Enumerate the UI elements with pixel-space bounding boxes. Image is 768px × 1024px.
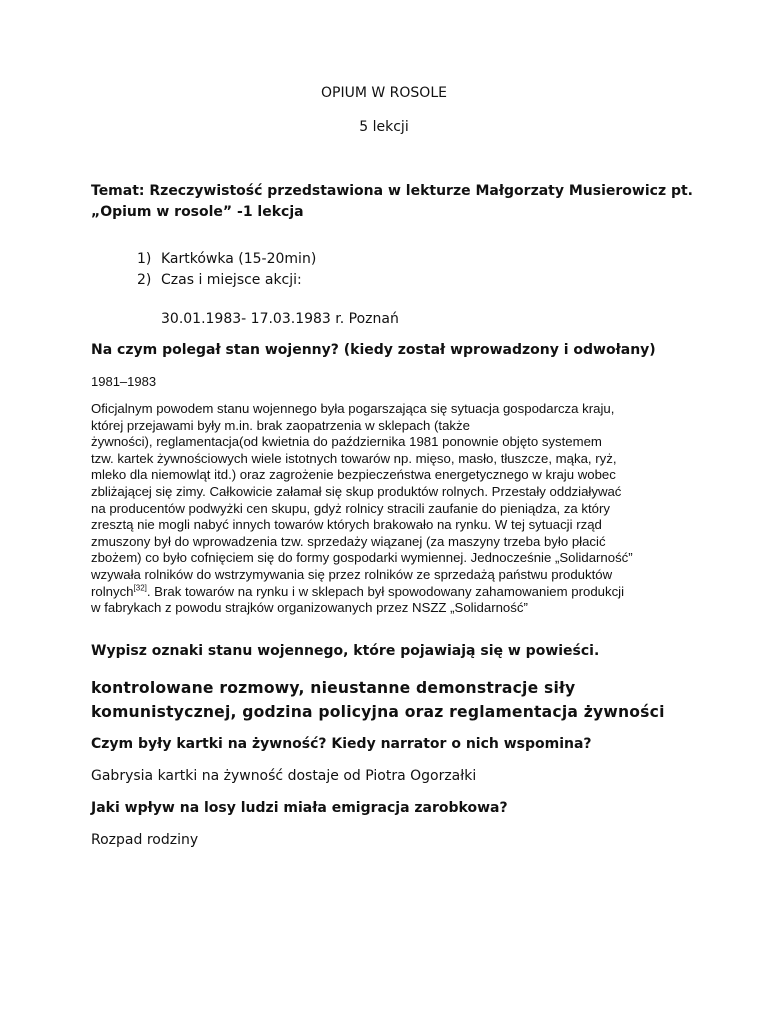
paragraph-text: . Brak towarów na rynku i w sklepach był spowodowany zahamowaniem produkcji: [146, 583, 625, 599]
paragraph-line: na producentów podwyżki cen skupu, gdyż rolnicy stracili zaufanie do pieniądza, za który: [91, 500, 610, 516]
footnote-reference: [32]: [133, 583, 147, 593]
question-martial-law: Na czym polegał stan wojenny? (kiedy został wprowadzony i odwołany): [91, 342, 656, 358]
question-signs: Wypisz oznaki stanu wojennego, które pojawiają się w powieści.: [91, 643, 600, 659]
paragraph-line: żywności), reglamentacja(od kwietnia do października 1981 ponownie objęto systemem: [91, 434, 602, 450]
paragraph-line: mleko dla niemowląt itd.) oraz zagrożenie bezpieczeństwa energetycznego w kraju wobec: [91, 467, 616, 483]
answer-emigration: Rozpad rodziny: [91, 832, 199, 848]
list-item: [137, 249, 316, 270]
document-title: OPIUM W ROSOLE: [321, 85, 447, 101]
answer-food-cards: Gabrysia kartki na żywność dostaje od Piotra Ogorzałki: [91, 768, 477, 784]
paragraph-line: zbliżającej się zimy. Całkowicie załamał się skup produktów rolnych. Przestały oddziaływać: [91, 483, 622, 499]
list-number: 2): [137, 272, 152, 288]
paragraph-line: w fabrykach z powodu strajków organizowanych przez NSZZ „Solidarność”: [91, 600, 528, 616]
topic-line-2: „Opium w rosole” -1 lekcja: [91, 204, 304, 220]
paragraph-line: zresztą nie mogli nabyć innych towarów których brakowało na rynku. W tej sytuacji rząd: [91, 517, 602, 533]
paragraph-line: której przejawami były m.in. brak zaopatrzenia w sklepach (także: [91, 417, 470, 433]
list-number: 1): [137, 251, 152, 267]
action-dates: 30.01.1983- 17.03.1983 r. Poznań: [161, 311, 399, 327]
answer-signs: [91, 676, 731, 724]
answer-line-1: kontrolowane rozmowy, nieustanne demonstracje siły: [91, 679, 576, 697]
lesson-count: 5 lekcji: [359, 119, 409, 135]
list-text: Czas i miejsce akcji:: [161, 272, 302, 288]
topic-line-1: Temat: Rzeczywistość przedstawiona w lekturze Małgorzaty Musierowicz pt.: [91, 183, 693, 199]
numbered-list: [137, 249, 316, 291]
martial-law-paragraph: [91, 401, 691, 617]
paragraph-text: rolnych: [91, 583, 134, 599]
paragraph-line: zmuszony był do wprowadzenia tzw. sprzedaży wiązanej (za maszyny trzeba było płacić: [91, 533, 606, 549]
answer-line-2: komunistycznej, godzina policyjna oraz reglamentacja żywności: [91, 703, 665, 721]
paragraph-line: Oficjalnym powodem stanu wojennego była pogarszająca się sytuacja gospodarcza kraju,: [91, 401, 615, 416]
topic-heading: [91, 181, 711, 223]
question-food-cards: Czym były kartki na żywność? Kiedy narrator o nich wspomina?: [91, 736, 592, 752]
paragraph-line-footnote: [91, 584, 691, 601]
paragraph-line: tzw. kartek żywnościowych wiele istotnych towarów np. mięso, masło, tłuszcze, mąka, ryż,: [91, 450, 617, 466]
list-text: Kartkówka (15-20min): [161, 251, 317, 267]
list-item: [137, 270, 316, 291]
years-range: 1981–1983: [91, 374, 157, 389]
paragraph-line: wzywała rolników do wstrzymywania się przez rolników ze sprzedażą państwu produktów: [91, 566, 613, 582]
paragraph-line: zbożem) co było cofnięciem się do formy gospodarki wymiennej. Jednocześnie „Solidarność”: [91, 550, 633, 566]
question-emigration: Jaki wpływ na losy ludzi miała emigracja zarobkowa?: [91, 800, 508, 816]
